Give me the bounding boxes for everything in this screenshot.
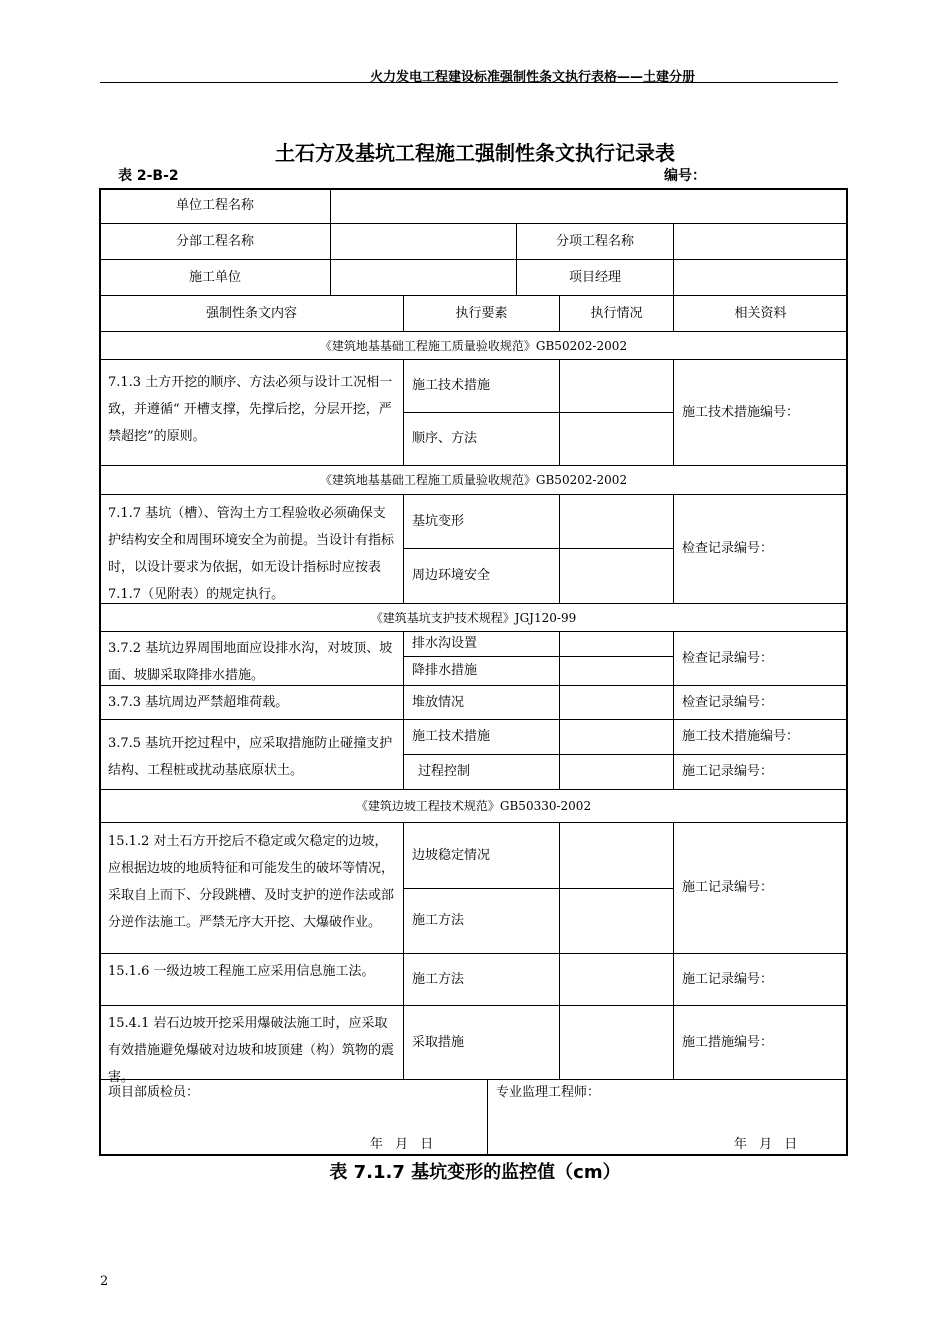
- doc-construction-measures-no: 施工技术措施编号：: [682, 404, 800, 420]
- section-header-gb50202: 《建筑地基基础工程施工质量验收规范》GB50202-2002: [319, 338, 628, 353]
- element-slope-stability: 边坡稳定情况: [412, 847, 491, 863]
- element-pit-deformation: 基坑变形: [412, 513, 465, 529]
- serial-number-label: 编号：: [664, 168, 706, 184]
- status-field[interactable]: [560, 413, 673, 465]
- status-field[interactable]: [560, 889, 673, 953]
- doc-construction-record-no: 施工记录编号：: [682, 971, 774, 987]
- section-header-gb50330: 《建筑边坡工程技术规范》GB50330-2002: [355, 799, 592, 813]
- clause-3-7-2: 3.7.2 基坑边界周围地面应设排水沟，对坡顶、坡面、坡脚采取降排水措施。: [108, 641, 393, 683]
- item-project-label: 分项工程名称: [555, 233, 634, 249]
- unit-project-label: 单位工程名称: [175, 198, 254, 213]
- status-field[interactable]: [560, 686, 673, 719]
- column-header-element: 执行要素: [455, 305, 508, 321]
- clause-3-7-3: 3.7.3 基坑周边严禁超堆荷载。: [108, 694, 289, 710]
- table-code: 表 2-B-2: [118, 168, 179, 184]
- manager-label: 项目经理: [568, 269, 621, 285]
- status-field[interactable]: [560, 823, 673, 888]
- element-sequence-method: 顺序、方法: [412, 431, 478, 446]
- status-field[interactable]: [560, 657, 673, 685]
- doc-inspection-record-no: 检查记录编号：: [682, 694, 774, 710]
- element-environment-safety: 周边环境安全: [412, 568, 491, 583]
- supervisor-date: 年 月 日: [734, 1137, 798, 1152]
- status-field[interactable]: [560, 1006, 673, 1079]
- clause-7-1-7: 7.1.7 基坑（槽）、管沟土方工程验收必须确保支护结构安全和周围环境安全为前提。当设计有指标时，以设计要求为依据，如无设计指标时应按表 7.1.7（见附表）的规定执行。: [108, 506, 395, 602]
- contractor-field[interactable]: [331, 260, 516, 295]
- element-construction-method: 施工方法: [412, 971, 465, 987]
- element-dewatering: 降排水措施: [412, 663, 478, 678]
- inspector-label: 项目部质检员：: [108, 1085, 200, 1100]
- doc-inspection-record-no: 检查记录编号：: [682, 541, 774, 556]
- inspector-date: 年 月 日: [370, 1137, 434, 1152]
- section-header-gb50202-2: 《建筑地基基础工程施工质量验收规范》GB50202-2002: [319, 473, 628, 487]
- sub-project-label: 分部工程名称: [175, 233, 254, 249]
- document-title: 土石方及基坑工程施工强制性条文执行记录表: [275, 141, 675, 165]
- element-construction-measures: 施工技术措施: [412, 378, 491, 393]
- sub-project-field[interactable]: [331, 224, 516, 259]
- status-field[interactable]: [560, 720, 673, 754]
- doc-construction-measures-no: 施工措施编号：: [682, 1034, 774, 1050]
- contractor-label: 施工单位: [188, 269, 241, 285]
- column-header-content: 强制性条文内容: [205, 305, 297, 321]
- doc-construction-record-no: 施工记录编号：: [682, 764, 774, 779]
- doc-construction-measures-no: 施工技术措施编号：: [682, 729, 800, 744]
- status-field[interactable]: [560, 954, 673, 1005]
- unit-project-field[interactable]: [331, 189, 847, 223]
- running-title: 火力发电工程建设标准强制性条文执行表格——土建分册: [370, 70, 696, 85]
- element-construction-measures: 施工技术措施: [412, 729, 491, 744]
- status-field[interactable]: [560, 495, 673, 548]
- clause-3-7-5: 3.7.5 基坑开挖过程中，应采取措施防止碰撞支护结构、工程桩或扰动基底原状土。: [108, 736, 393, 778]
- element-process-control: 过程控制: [418, 764, 471, 779]
- manager-field[interactable]: [674, 260, 847, 295]
- element-drainage-ditch: 排水沟设置: [412, 636, 478, 651]
- status-field[interactable]: [560, 632, 673, 656]
- status-field[interactable]: [560, 360, 673, 412]
- doc-inspection-record-no: 检查记录编号：: [682, 650, 774, 666]
- status-field[interactable]: [560, 549, 673, 603]
- element-construction-method: 施工方法: [412, 913, 465, 928]
- column-header-status: 执行情况: [590, 305, 643, 321]
- attached-table-title: 表 7.1.7 基坑变形的监控值（cm）: [329, 1162, 621, 1183]
- clause-15-1-2: 15.1.2 对土石方开挖后不稳定或欠稳定的边坡，应根据边坡的地质特征和可能发生的破坏等情况，采取自上而下、分段跳槽、及时支护的逆作法或部分逆作法施工。严禁无序大开挖、大爆破作业。: [108, 834, 395, 930]
- supervisor-label: 专业监理工程师：: [496, 1085, 601, 1100]
- column-header-docs: 相关资料: [734, 305, 787, 321]
- clause-7-1-3: 7.1.3 土方开挖的顺序、方法必须与设计工况相一致，并遵循“ 开槽支撑，先撑后挖，分层开挖，严禁超挖”的原则。: [108, 375, 393, 444]
- status-field[interactable]: [560, 755, 673, 789]
- element-measures-taken: 采取措施: [412, 1034, 465, 1050]
- clause-15-4-1: 15.4.1 岩石边坡开挖采用爆破法施工时，应采取有效措施避免爆破对边坡和坡顶建（构）筑物的震害。: [108, 1016, 395, 1085]
- element-stacking: 堆放情况: [412, 694, 465, 710]
- item-project-field[interactable]: [674, 224, 847, 259]
- doc-construction-record-no: 施工记录编号：: [682, 880, 774, 895]
- section-header-jgj120: 《建筑基坑支护技术规程》JGJ120-99: [370, 610, 577, 625]
- page-number: 2: [100, 1274, 109, 1289]
- clause-15-1-6: 15.1.6 一级边坡工程施工应采用信息施工法。: [108, 964, 375, 979]
